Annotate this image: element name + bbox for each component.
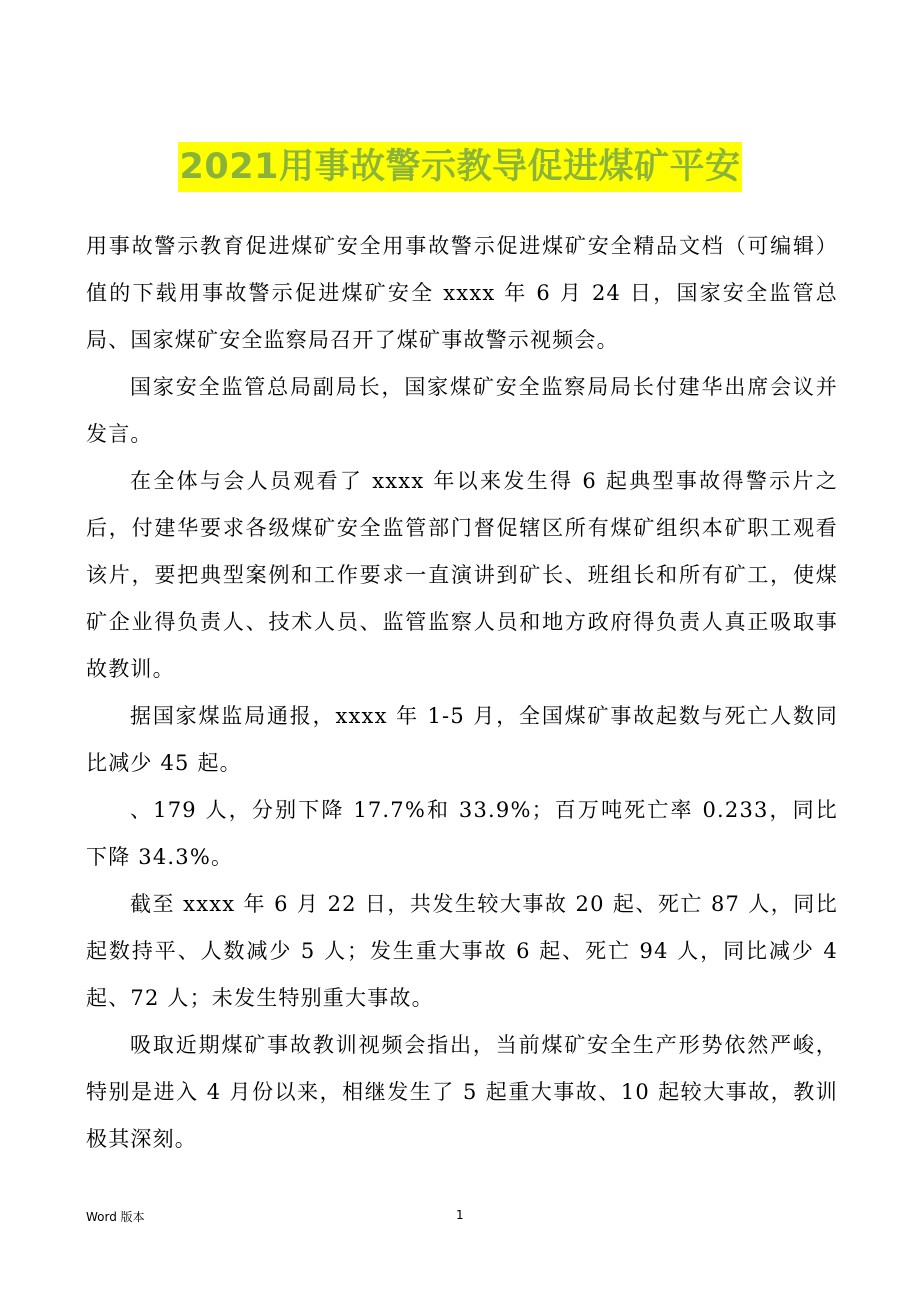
paragraph-1: 用事故警示教育促进煤矿安全用事故警示促进煤矿安全精品文档（可编辑）值的下载用事故警示促进煤矿安全 xxxx 年 6 月 24 日，国家安全监管总局、国家煤矿安全监察局召开了煤矿事故警示视频会。	[86, 234, 838, 352]
document-title: 2021用事故警示教导促进煤矿平安	[178, 142, 743, 192]
paragraph-3: 在全体与会人员观看了 xxxx 年以来发生得 6 起典型事故得警示片之后，付建华要求各级煤矿安全监管部门督促辖区所有煤矿组织本矿职工观看该片，要把典型案例和工作要求一直演讲到矿长、班组长和所有矿工，使煤矿企业得负责人、技术人员、监管监察人员和地方政府得负责人真正吸取事故教训。	[86, 469, 838, 681]
footer-word-version: Word 版本	[86, 1210, 145, 1224]
footer-page-number: 1	[456, 1208, 464, 1222]
document-body	[86, 223, 838, 1163]
paragraph-2: 国家安全监管总局副局长，国家煤矿安全监察局局长付建华出席会议并发言。	[86, 375, 838, 446]
paragraph-6: 截至 xxxx 年 6 月 22 日，共发生较大事故 20 起、死亡 87 人，同比起数持平、人数减少 5 人；发生重大事故 6 起、死亡 94 人，同比减少 4 起、72 人；未发生特别重大事故。	[86, 892, 838, 1010]
paragraph-7: 吸取近期煤矿事故教训视频会指出，当前煤矿安全生产形势依然严峻，特别是进入 4 月份以来，相继发生了 5 起重大事故、10 起较大事故，教训极其深刻。	[86, 1033, 838, 1151]
title-container	[0, 142, 920, 192]
paragraph-4: 据国家煤监局通报，xxxx 年 1-5 月，全国煤矿事故起数与死亡人数同比减少 45 起。	[86, 704, 838, 775]
paragraph-5: 、179 人，分别下降 17.7%和 33.9%；百万吨死亡率 0.233，同比下降 34.3%。	[86, 798, 838, 869]
